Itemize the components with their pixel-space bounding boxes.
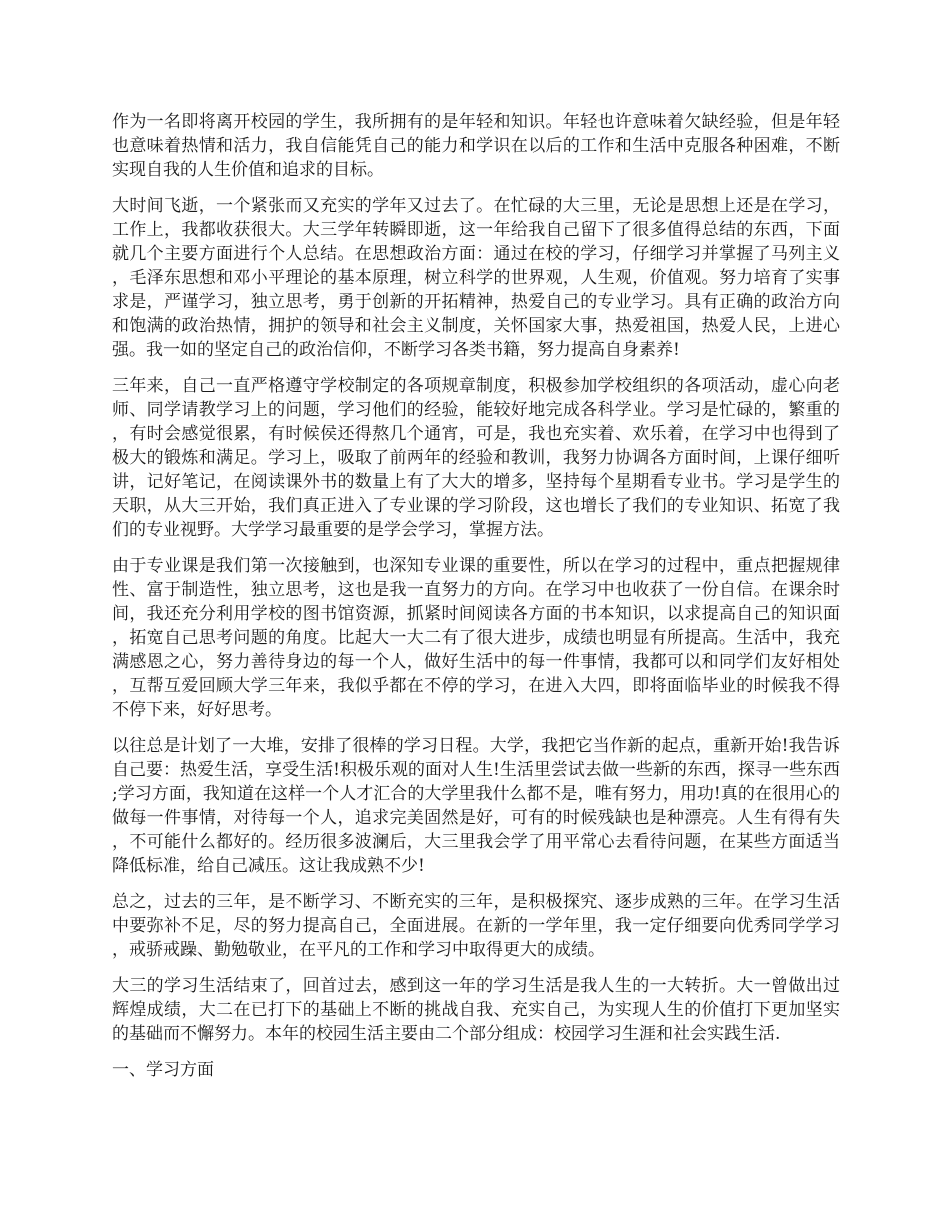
paragraph-4: 由于专业课是我们第一次接触到，也深知专业课的重要性，所以在学习的过程中，重点把握规律性、富于制造性，独立思考，这也是我一直努力的方向。在学习中也收获了一份自信。在课余时间，我还充分利用学校的图书馆资源，抓紧时间阅读各方面的书本知识，以求提高自己的知识面，拓宽自己思考问题的角度。比起大一大二有了很大进步，成绩也明显有所提高。生活中，我充满感恩之心，努力善待身边的每一个人，做好生活中的每一件事情，我都可以和同学们友好相处，互帮互爱回顾大学三年来，我似乎都在不停的学习，在进入大四，即将面临毕业的时候我不得不停下来，好好思考。	[112, 556, 840, 720]
paragraph-7: 大三的学习生活结束了，回首过去，感到这一年的学习生活是我人生的一大转折。大一曾做出过辉煌成绩，大二在已打下的基础上不断的挑战自我、充实自己，为实现人生的价值打下更加坚实的基础而不懈努力。本年的校园生活主要由二个部分组成：校园学习生涯和社会实践生活.	[112, 976, 840, 1044]
document-body	[112, 110, 840, 1094]
paragraph-3: 三年来，自己一直严格遵守学校制定的各项规章制度，积极参加学校组织的各项活动，虚心向老师、同学请教学习上的问题，学习他们的经验，能较好地完成各科学业。学习是忙碌的，繁重的，有时会感觉很累，有时候侯还得熬几个通宵，可是，我也充实着、欢乐着，在学习中也得到了极大的锻炼和满足。学习上，吸取了前两年的经验和教训，我努力协调各方面时间，上课仔细听讲，记好笔记，在阅读课外书的数量上有了大大的增多，坚持每个星期看专业书。学习是学生的天职，从大三开始，我们真正进入了专业课的学习阶段，这也增长了我们的专业知识、拓宽了我们的专业视野。大学学习最重要的是学会学习，掌握方法。	[112, 376, 840, 540]
section-heading: 一、学习方面	[112, 1060, 214, 1080]
paragraph-1: 作为一名即将离开校园的学生，我所拥有的是年轻和知识。年轻也许意味着欠缺经验，但是年轻也意味着热情和活力，我自信能凭自己的能力和学识在以后的工作和生活中克服各种困难，不断实现自我的人生价值和追求的目标。	[112, 112, 840, 180]
paragraph-5: 以往总是计划了一大堆，安排了很棒的学习日程。大学，我把它当作新的起点，重新开始!我告诉自己要：热爱生活，享受生活!积极乐观的面对人生!生活里尝试去做一些新的东西，探寻一些东西;学习方面，我知道在这样一个人才汇合的大学里我什么都不是，唯有努力，用功!真的在很用心的做每一件事情，对待每一个人，追求完美固然是好，可有的时候残缺也是种漂亮。人生有得有失，不可能什么都好的。经历很多波澜后，大三里我会学了用平常心去看待问题，在某些方面适当降低标准，给自己减压。这让我成熟不少!	[112, 736, 840, 876]
paragraph-2: 大时间飞逝，一个紧张而又充实的学年又过去了。在忙碌的大三里，无论是思想上还是在学习，工作上，我都收获很大。大三学年转瞬即逝，这一年给我自己留下了很多值得总结的东西，下面就几个主要方面进行个人总结。在思想政治方面：通过在校的学习，仔细学习并掌握了马列主义，毛泽东思想和邓小平理论的基本原理，树立科学的世界观，人生观，价值观。努力培育了实事求是，严谨学习，独立思考，勇于创新的开拓精神，热爱自己的专业学习。具有正确的政治方向和饱满的政治热情，拥护的领导和社会主义制度，关怀国家大事，热爱祖国，热爱人民，上进心强。我一如的坚定自己的政治信仰，不断学习各类书籍，努力提高自身素养!	[112, 196, 840, 360]
paragraph-6: 总之，过去的三年，是不断学习、不断充实的三年，是积极探究、逐步成熟的三年。在学习生活中要弥补不足，尽的努力提高自己，全面进展。在新的一学年里，我一定仔细要向优秀同学学习，戒骄戒躁、勤勉敬业，在平凡的工作和学习中取得更大的成绩。	[112, 892, 840, 960]
